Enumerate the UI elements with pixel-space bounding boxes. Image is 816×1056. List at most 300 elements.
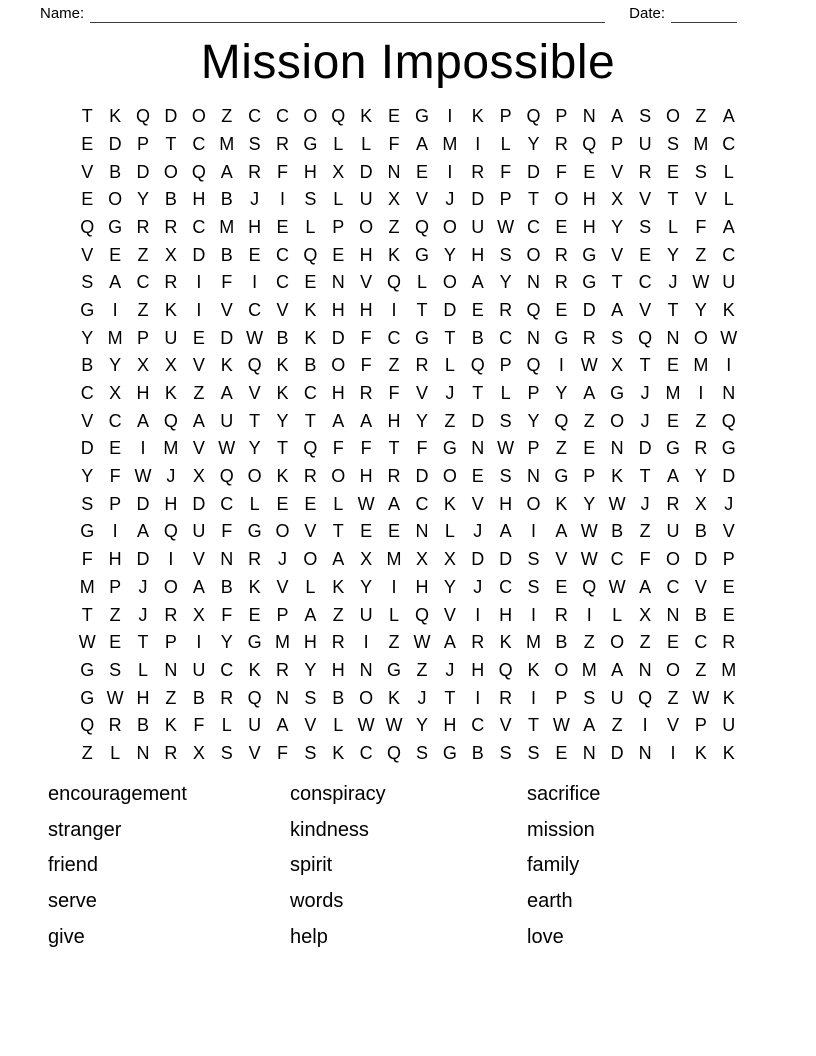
grid-letter: E	[639, 244, 652, 265]
grid-letter: V	[555, 549, 568, 570]
grid-letter: N	[610, 438, 624, 459]
grid-letter: W	[608, 576, 626, 597]
grid-letter: P	[109, 576, 122, 597]
grid-letter: P	[527, 438, 540, 459]
grid-letter: K	[276, 355, 289, 376]
grid-letter: D	[499, 549, 513, 570]
page-title: Mission Impossible	[200, 36, 616, 89]
grid-letter: C	[220, 493, 234, 514]
grid-letter: F	[695, 216, 707, 237]
grid-letter: I	[196, 299, 202, 320]
grid-letter: E	[555, 576, 568, 597]
grid-letter: H	[303, 632, 317, 653]
grid-letter: D	[136, 161, 150, 182]
grid-letter: E	[388, 106, 401, 127]
grid-letter: P	[555, 687, 568, 708]
grid-letter: E	[109, 632, 122, 653]
grid-letter: C	[387, 327, 401, 348]
grid-letter: Z	[388, 355, 400, 376]
grid-letter: S	[304, 189, 317, 210]
grid-letter: D	[638, 438, 652, 459]
grid-letter: N	[359, 659, 373, 680]
grid-letter: Z	[388, 632, 400, 653]
grid-letter: A	[192, 576, 205, 597]
grid-letter: E	[415, 161, 428, 182]
grid-letter: A	[304, 604, 317, 625]
word-list-item: mission	[527, 818, 595, 841]
grid-letter: I	[642, 715, 648, 736]
grid-letter: Y	[137, 189, 150, 210]
grid-letter: T	[416, 299, 428, 320]
grid-letter: D	[471, 189, 485, 210]
grid-letter: A	[332, 410, 345, 431]
grid-letter: K	[220, 355, 233, 376]
grid-letter: A	[666, 466, 679, 487]
grid-letter: Q	[526, 299, 541, 320]
grid-letter: U	[248, 715, 262, 736]
grid-letter: V	[192, 549, 205, 570]
grid-letter: T	[528, 715, 539, 736]
grid-letter: A	[276, 715, 289, 736]
grid-letter: P	[555, 106, 568, 127]
grid-letter: D	[359, 161, 373, 182]
grid-letter: C	[108, 410, 122, 431]
grid-letter: H	[582, 189, 596, 210]
grid-letter: I	[475, 604, 481, 625]
grid-letter: O	[693, 327, 708, 348]
grid-letter: K	[109, 106, 122, 127]
grid-letter: P	[611, 133, 624, 154]
grid-letter: D	[722, 466, 736, 487]
grid-letter: S	[611, 327, 624, 348]
grid-letter: Q	[80, 715, 95, 736]
grid-letter: J	[445, 383, 455, 404]
grid-letter: Q	[470, 355, 485, 376]
grid-letter: R	[164, 604, 178, 625]
grid-letter: Z	[193, 383, 205, 404]
grid-letter: A	[499, 521, 512, 542]
grid-letter: Z	[137, 299, 149, 320]
grid-letter: N	[527, 466, 540, 487]
grid-letter: Z	[416, 659, 428, 680]
grid-letter: L	[723, 189, 734, 210]
grid-letter: M	[163, 438, 179, 459]
grid-letter: R	[248, 161, 262, 182]
grid-letter: X	[611, 189, 624, 210]
grid-letter: O	[108, 189, 123, 210]
grid-letter: Q	[414, 604, 429, 625]
grid-letter: C	[248, 299, 262, 320]
grid-letter: L	[444, 521, 455, 542]
word-list-item: conspiracy	[290, 783, 386, 806]
grid-letter: H	[499, 604, 513, 625]
grid-letter: R	[554, 244, 568, 265]
grid-letter: K	[694, 742, 707, 763]
grid-letter: K	[527, 659, 540, 680]
grid-letter: B	[81, 355, 94, 376]
grid-letter: H	[359, 244, 373, 265]
grid-letter: W	[246, 327, 264, 348]
grid-letter: S	[304, 742, 317, 763]
grid-letter: K	[443, 493, 456, 514]
grid-letter: K	[276, 383, 289, 404]
grid-letter: F	[276, 742, 288, 763]
grid-letter: B	[220, 244, 233, 265]
grid-letter: T	[165, 133, 177, 154]
grid-letter: R	[387, 466, 401, 487]
grid-letter: S	[499, 466, 512, 487]
grid-letter: A	[332, 549, 345, 570]
grid-letter: I	[391, 299, 397, 320]
grid-letter: C	[527, 216, 540, 237]
grid-letter: Q	[163, 521, 178, 542]
grid-letter: N	[638, 742, 652, 763]
grid-letter: L	[389, 604, 400, 625]
grid-letter: G	[721, 438, 736, 459]
grid-letter: S	[220, 742, 233, 763]
grid-letter: E	[276, 216, 289, 237]
grid-letter: P	[164, 632, 177, 653]
grid-letter: R	[722, 632, 736, 653]
grid-letter: M	[442, 133, 458, 154]
grid-letter: Z	[109, 604, 121, 625]
grid-letter: N	[666, 327, 680, 348]
grid-letter: T	[528, 189, 539, 210]
grid-letter: P	[109, 493, 122, 514]
grid-letter: W	[134, 466, 152, 487]
grid-letter: A	[611, 659, 624, 680]
grid-letter: Y	[304, 659, 317, 680]
grid-letter: B	[304, 355, 317, 376]
grid-letter: J	[668, 272, 678, 293]
grid-letter: K	[722, 742, 735, 763]
grid-letter: K	[471, 106, 484, 127]
grid-letter: T	[137, 632, 149, 653]
grid-letter: S	[499, 742, 512, 763]
grid-letter: F	[360, 327, 372, 348]
grid-letter: U	[359, 189, 373, 210]
word-list-column	[48, 777, 290, 955]
grid-letter: V	[276, 576, 289, 597]
grid-letter: H	[136, 687, 150, 708]
grid-letter: Z	[695, 410, 707, 431]
grid-letter: Q	[136, 106, 151, 127]
grid-letter: O	[526, 244, 541, 265]
grid-letter: B	[471, 327, 484, 348]
grid-letter: R	[554, 133, 568, 154]
grid-letter: X	[192, 604, 205, 625]
grid-letter: K	[332, 576, 345, 597]
grid-letter: C	[359, 742, 373, 763]
grid-letter: S	[81, 272, 94, 293]
grid-letter: F	[221, 272, 233, 293]
word-list-item: serve	[48, 890, 97, 913]
grid-letter: E	[722, 576, 735, 597]
grid-letter: U	[471, 216, 485, 237]
grid-letter: K	[499, 632, 512, 653]
word-list-item: words	[290, 890, 344, 913]
grid-letter: F	[276, 161, 288, 182]
grid-letter: J	[473, 576, 483, 597]
grid-letter: M	[721, 659, 737, 680]
grid-letter: Z	[667, 687, 679, 708]
grid-letter: O	[610, 410, 625, 431]
grid-letter: Q	[303, 244, 318, 265]
grid-letter: L	[138, 659, 149, 680]
word-list-item: friend	[48, 854, 99, 877]
grid-letter: U	[220, 410, 234, 431]
grid-letter: Y	[555, 383, 568, 404]
grid-letter: E	[555, 742, 568, 763]
grid-letter: C	[248, 106, 262, 127]
grid-letter: X	[639, 604, 652, 625]
grid-letter: U	[192, 521, 206, 542]
grid-letter: D	[694, 549, 708, 570]
grid-letter: H	[192, 189, 206, 210]
grid-letter: O	[610, 632, 625, 653]
grid-letter: H	[471, 244, 485, 265]
grid-letter: C	[471, 715, 485, 736]
grid-letter: O	[331, 466, 346, 487]
grid-letter: G	[554, 327, 569, 348]
grid-letter: X	[694, 493, 707, 514]
grid-letter: K	[388, 687, 401, 708]
grid-letter: H	[443, 715, 457, 736]
grid-letter: E	[332, 244, 345, 265]
grid-letter: E	[304, 272, 317, 293]
grid-letter: V	[276, 299, 289, 320]
grid-letter: L	[500, 133, 511, 154]
grid-letter: T	[304, 410, 316, 431]
grid-letter: S	[639, 106, 652, 127]
grid-letter: V	[499, 715, 512, 736]
grid-letter: O	[526, 493, 541, 514]
grid-letter: G	[303, 133, 318, 154]
grid-letter: E	[555, 299, 568, 320]
grid-letter: V	[471, 493, 484, 514]
grid-letter: Y	[443, 244, 456, 265]
grid-letter: E	[304, 493, 317, 514]
grid-letter: K	[360, 106, 373, 127]
grid-letter: Q	[414, 216, 429, 237]
grid-letter: H	[108, 549, 122, 570]
grid-letter: H	[248, 216, 262, 237]
grid-letter: A	[583, 383, 596, 404]
grid-letter: J	[445, 659, 455, 680]
grid-letter: I	[726, 355, 732, 376]
grid-letter: T	[639, 355, 651, 376]
grid-letter: F	[221, 521, 233, 542]
grid-letter: E	[81, 133, 94, 154]
grid-letter: Q	[526, 355, 541, 376]
grid-letter: G	[108, 216, 123, 237]
grid-letter: V	[81, 244, 94, 265]
grid-letter: V	[248, 383, 261, 404]
grid-letter: K	[555, 493, 568, 514]
grid-letter: E	[276, 493, 289, 514]
grid-letter: F	[416, 438, 428, 459]
grid-letter: M	[79, 576, 95, 597]
grid-letter: S	[527, 742, 540, 763]
grid-letter: D	[108, 133, 122, 154]
grid-letter: L	[612, 604, 623, 625]
grid-letter: A	[137, 410, 150, 431]
word-list-item: sacrifice	[527, 783, 601, 806]
grid-letter: M	[219, 133, 235, 154]
grid-letter: D	[415, 466, 429, 487]
header	[40, 0, 737, 23]
grid-letter: Q	[582, 133, 597, 154]
word-list-item: love	[527, 925, 564, 948]
grid-letter: E	[666, 161, 679, 182]
grid-letter: D	[192, 244, 206, 265]
grid-letter: P	[137, 133, 150, 154]
grid-letter: X	[611, 355, 624, 376]
word-list-item: encouragement	[48, 783, 187, 806]
grid-letter: J	[277, 549, 287, 570]
grid-letter: L	[500, 383, 511, 404]
grid-letter: U	[164, 327, 178, 348]
grid-letter: Z	[165, 687, 177, 708]
grid-letter: C	[722, 133, 736, 154]
grid-letter: Q	[163, 410, 178, 431]
grid-letter: W	[218, 438, 236, 459]
grid-letter: B	[137, 715, 150, 736]
grid-letter: K	[164, 715, 177, 736]
grid-letter: N	[275, 687, 289, 708]
grid-letter: D	[527, 161, 540, 182]
grid-letter: O	[359, 216, 374, 237]
grid-letter: C	[666, 576, 680, 597]
grid-letter: L	[723, 161, 734, 182]
grid-letter: E	[81, 189, 94, 210]
grid-letter: Q	[80, 216, 95, 237]
grid-letter: W	[692, 687, 710, 708]
grid-letter: I	[196, 272, 202, 293]
grid-letter: V	[248, 742, 261, 763]
grid-letter: J	[724, 493, 734, 514]
grid-letter: V	[81, 410, 94, 431]
grid-letter: Y	[109, 355, 122, 376]
grid-letter: B	[109, 161, 122, 182]
grid-letter: A	[388, 493, 401, 514]
grid-letter: J	[640, 410, 650, 431]
grid-letter: K	[722, 299, 735, 320]
grid-letter: Y	[415, 410, 428, 431]
grid-letter: C	[275, 244, 289, 265]
grid-letter: Z	[221, 106, 233, 127]
grid-letter: I	[391, 576, 397, 597]
grid-letter: Y	[694, 466, 707, 487]
grid-letter: E	[360, 521, 373, 542]
grid-letter: K	[164, 383, 177, 404]
grid-letter: Q	[387, 742, 402, 763]
grid-letter: F	[193, 715, 205, 736]
grid-letter: T	[332, 521, 344, 542]
grid-letter: L	[416, 272, 427, 293]
grid-letter: M	[693, 355, 709, 376]
grid-letter: O	[247, 466, 262, 487]
grid-letter: N	[164, 659, 178, 680]
grid-letter: E	[248, 604, 261, 625]
grid-letter: K	[332, 742, 345, 763]
grid-letter: R	[554, 272, 568, 293]
word-list-column	[290, 777, 527, 955]
grid-letter: T	[388, 438, 400, 459]
grid-letter: H	[303, 161, 317, 182]
grid-letter: X	[192, 466, 205, 487]
grid-letter: R	[164, 216, 178, 237]
grid-letter: W	[720, 327, 738, 348]
grid-letter: N	[722, 383, 736, 404]
grid-letter: H	[387, 410, 401, 431]
grid-letter: P	[694, 715, 707, 736]
grid-letter: B	[332, 687, 345, 708]
grid-letter: Z	[137, 244, 149, 265]
grid-letter: L	[221, 715, 232, 736]
grid-letter: C	[275, 106, 289, 127]
grid-letter: D	[136, 493, 150, 514]
grid-letter: R	[666, 493, 680, 514]
grid-letter: E	[471, 466, 484, 487]
grid-letter: Z	[639, 521, 651, 542]
grid-letter: N	[415, 521, 429, 542]
grid-letter: Z	[639, 632, 651, 653]
grid-letter: O	[303, 106, 318, 127]
grid-letter: Y	[443, 576, 456, 597]
grid-letter: V	[304, 715, 317, 736]
grid-letter: J	[640, 493, 650, 514]
grid-letter: J	[166, 466, 176, 487]
grid-letter: Y	[583, 493, 596, 514]
grid-letter: W	[580, 355, 598, 376]
grid-letter: Z	[444, 410, 456, 431]
grid-letter: T	[667, 189, 679, 210]
grid-letter: X	[332, 161, 345, 182]
grid-letter: O	[442, 216, 457, 237]
grid-letter: G	[247, 521, 262, 542]
grid-letter: T	[81, 106, 93, 127]
grid-letter: A	[722, 106, 735, 127]
grid-letter: N	[582, 106, 596, 127]
grid-letter: W	[78, 632, 96, 653]
grid-letter: H	[359, 299, 373, 320]
word-list-item: give	[48, 925, 85, 948]
grid-letter: D	[220, 327, 234, 348]
grid-letter: Q	[303, 438, 318, 459]
grid-letter: J	[138, 604, 148, 625]
grid-letter: W	[413, 632, 431, 653]
grid-letter: Q	[387, 272, 402, 293]
grid-letter: D	[471, 549, 485, 570]
grid-letter: T	[444, 327, 456, 348]
grid-letter: F	[388, 133, 400, 154]
grid-letter: X	[415, 549, 428, 570]
grid-letter: Q	[219, 466, 234, 487]
grid-letter: O	[303, 549, 318, 570]
word-list-item: stranger	[48, 818, 122, 841]
grid-letter: O	[554, 659, 569, 680]
grid-letter: R	[164, 742, 178, 763]
grid-letter: C	[220, 659, 234, 680]
grid-letter: G	[387, 659, 402, 680]
grid-letter: M	[107, 327, 123, 348]
grid-letter: K	[611, 466, 624, 487]
grid-letter: I	[279, 189, 285, 210]
grid-letter: J	[417, 687, 427, 708]
grid-letter: Q	[638, 327, 653, 348]
grid-letter: W	[692, 272, 710, 293]
